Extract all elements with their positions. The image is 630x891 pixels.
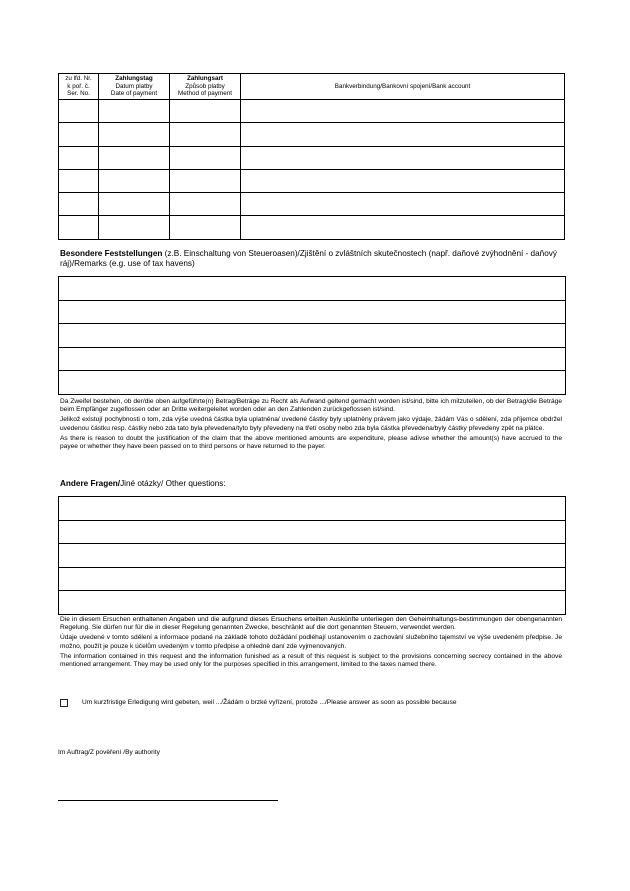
doubt-notice-en: As there is reason to doubt the justification of the claim that the above mentioned amounts are expenditure, please adivse whether the amount(s) have accrued to the payee or whether they have been passed on to third persons or have returned to the payer.	[60, 434, 562, 451]
doubt-notice-de: Da Zweifel bestehen, ob der/die oben aufgeführte(n) Betrag/Beträge zu Recht als Aufwand geltend gemacht worden ist/sind, bitte ich mitzuteilen, ob der Betrag/die Beträge beim Empfänger zugeflossen oder an Dritte weitergeleitet worden oder an den Zahlenden zurückgeflossen ist/sind.	[60, 398, 562, 414]
remarks-line[interactable]	[59, 277, 565, 301]
bank-account-cell[interactable]	[241, 100, 565, 123]
method-cell[interactable]	[170, 146, 241, 169]
urgent-request-label: Um kurzfristige Erledigung wird gebeten, weil .../Žádám o brzké vyřízení, protože .../Please answer as soon as possible because	[82, 699, 457, 706]
serial-no-cell[interactable]	[59, 100, 99, 123]
serial-no-cell[interactable]	[59, 146, 99, 169]
doubt-notice-cs: Jelikož existují pochybnosti o tom, zda výše uvedná částka byla uplatněna/ uvedené částky byly uplatněny právem jako výdaje, žádám Vás o sdělení, zda příjemce obdržel uvedenou částku resp. částky nebo zda tato byla převedena/tyto byly převedeny na třetí osoby nebo zda byla částka převedena/byly částky převedeny zpět na plátce.	[60, 416, 562, 432]
bank-account-cell[interactable]	[241, 123, 565, 146]
method-cell[interactable]	[170, 123, 241, 146]
payment-table-header	[59, 74, 565, 100]
date-cell[interactable]	[99, 123, 170, 146]
urgent-request-option	[60, 698, 570, 707]
remarks-box	[58, 276, 566, 395]
serial-no-cell[interactable]	[59, 123, 99, 146]
payment-table	[58, 73, 565, 240]
date-cell[interactable]	[99, 100, 170, 123]
table-row	[59, 123, 565, 146]
header-serial-no: zu lfd. Nr. k poř. č. Ser. No.	[59, 74, 99, 100]
header-date-of-payment: Zahlungstag Datum platby Date of payment	[99, 74, 170, 100]
serial-no-cell[interactable]	[59, 216, 99, 239]
bank-account-cell[interactable]	[241, 146, 565, 169]
remarks-line[interactable]	[59, 371, 565, 394]
other-questions-line[interactable]	[59, 521, 565, 545]
remarks-line[interactable]	[59, 301, 565, 325]
method-cell[interactable]	[170, 169, 241, 192]
other-questions-line[interactable]	[59, 568, 565, 592]
date-cell[interactable]	[99, 146, 170, 169]
table-row	[59, 216, 565, 239]
other-questions-line[interactable]	[59, 591, 565, 614]
secrecy-notice	[60, 616, 562, 671]
method-cell[interactable]	[170, 193, 241, 216]
table-row	[59, 169, 565, 192]
by-authority-label: Im Auftrag/Z pověření /By authority	[58, 749, 160, 756]
other-questions-heading: Andere Fragen/Jiné otázky/ Other questions:	[60, 479, 226, 488]
header-method-of-payment: Zahlungsart Způsob platby Method of payment	[170, 74, 241, 100]
remarks-heading: Besondere Feststellungen (z.B. Einschaltung von Steueroasen)/Zjištění o zvláštních skutečnostech (např. daňové zvýhodnění - daňový ráj)/Remarks (e.g. use of tax havens)	[60, 249, 557, 268]
method-cell[interactable]	[170, 100, 241, 123]
secrecy-notice-en: The information contained in this request and the information funished as a result of this request is subject to the provisions concerning secrecy contained in the above mentioned arrangement. They may be used only for the purposes specified in this arrangement, limited to the taxes named there.	[60, 652, 562, 669]
other-questions-box	[58, 496, 566, 615]
secrecy-notice-cs: Údaje uvedené v tomto sdělení a informace podané na základě tohoto dožádání podléhají ustanovením o zachování služebního tajemství ve výše uvedeném předpise. Je možno, použít je pouze k účelům uvedeným v tomto předpise a ohledně daní zde vyjmenovaných.	[60, 634, 562, 650]
bank-account-cell[interactable]	[241, 193, 565, 216]
signature-line[interactable]	[58, 800, 278, 801]
other-questions-line[interactable]	[59, 497, 565, 521]
table-row	[59, 193, 565, 216]
other-questions-line[interactable]	[59, 544, 565, 568]
table-row	[59, 100, 565, 123]
date-cell[interactable]	[99, 193, 170, 216]
serial-no-cell[interactable]	[59, 193, 99, 216]
bank-account-cell[interactable]	[241, 169, 565, 192]
secrecy-notice-de: Die in diesem Ersuchen enthaltenen Angaben und die aufgrund dieses Ersuchens erteilten Auskünfte unterliegen den Geheimhaltungs-bestimmungen der obengenannten Regelung. Sie dürfen nur für die in dieser Regelung genannten Zwecke, beschränkt auf die dort genannten Steuern, verwendet werden.	[60, 616, 562, 632]
doubt-notice	[60, 398, 562, 453]
table-row	[59, 146, 565, 169]
date-cell[interactable]	[99, 216, 170, 239]
method-cell[interactable]	[170, 216, 241, 239]
remarks-line[interactable]	[59, 324, 565, 348]
remarks-line[interactable]	[59, 348, 565, 372]
header-bank-account: Bankverbindung/Bankovní spojení/Bank account	[241, 74, 565, 100]
date-cell[interactable]	[99, 169, 170, 192]
serial-no-cell[interactable]	[59, 169, 99, 192]
urgent-request-checkbox[interactable]	[60, 699, 68, 707]
bank-account-cell[interactable]	[241, 216, 565, 239]
